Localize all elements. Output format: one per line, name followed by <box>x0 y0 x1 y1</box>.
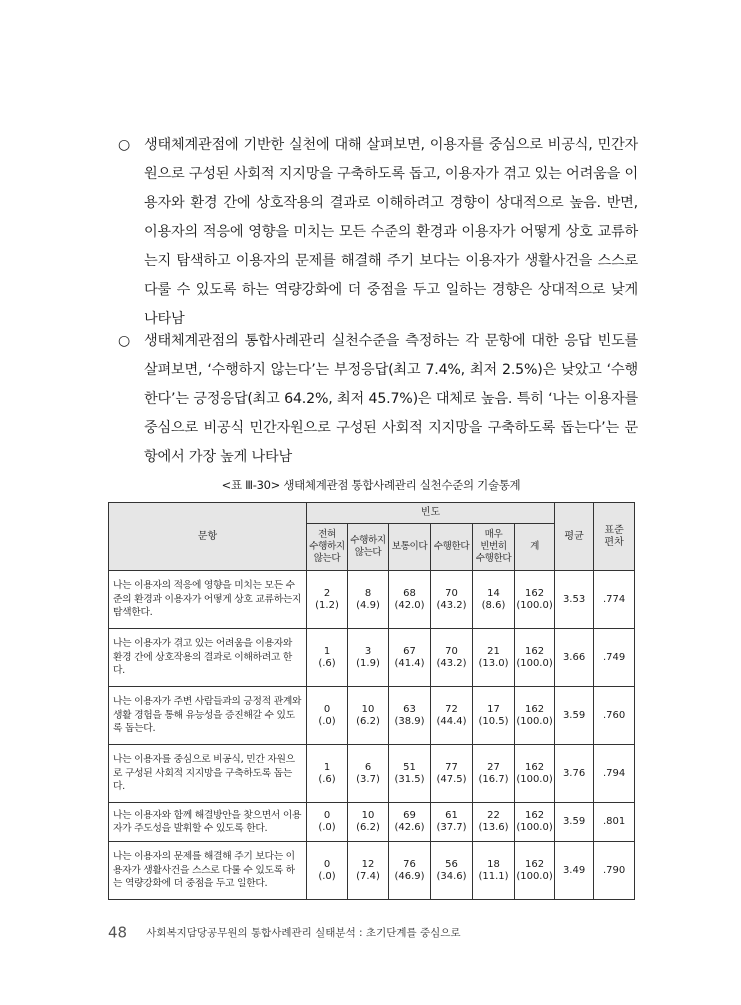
freq-count: 12 <box>361 858 375 870</box>
freq-percent: (1.2) <box>315 599 339 611</box>
freq-cell <box>307 745 348 803</box>
header-freq-col-1-line: 전혀 <box>318 529 336 540</box>
mean-cell: 3.66 <box>555 629 594 687</box>
freq-percent: (6.2) <box>356 715 380 727</box>
freq-cell <box>431 745 473 803</box>
freq-cell <box>515 803 555 842</box>
freq-count: 3 <box>364 645 372 657</box>
freq-cell <box>431 571 473 629</box>
sd-cell: .774 <box>594 571 635 629</box>
paragraph-1-text: 생태체계관점에 기반한 실천에 대해 살펴보면, 이용자를 중심으로 비공식, 민간자원으로 구성된 사회적 지지망을 구축하도록 돕고, 이용자가 겪고 있는 어려움을 이용자와 환경 간에 상호작용의 결과로 이해하려고 경향이 상대적으로 높음. 반면, 이용자의 적응에 영향을 미치는 모든 수준의 환경과 이용자가 어떻게 상호 교류하는지 탐색하고 이용자의 문제를 해결해 주기 보다는 이용자가 생활사건을 스스로 다룰 수 있도록 하는 역량강화에 더 중점을 두고 일하는 경향은 상대적으로 낮게 나타남 <box>144 137 638 327</box>
freq-cell <box>389 842 431 900</box>
freq-percent: (.0) <box>318 870 336 882</box>
freq-percent: (8.6) <box>481 599 506 611</box>
freq-percent: (1.9) <box>356 657 380 669</box>
freq-cell <box>389 629 431 687</box>
sd-cell: .790 <box>594 842 635 900</box>
freq-cell <box>348 842 389 900</box>
freq-cell <box>307 803 348 842</box>
freq-percent: (42.6) <box>394 822 425 833</box>
header-freq-col-1-line: 수행하지 <box>309 541 345 552</box>
mean-cell: 3.53 <box>555 571 594 629</box>
freq-percent: (6.2) <box>356 822 380 833</box>
freq-percent: (.6) <box>318 773 336 785</box>
header-freq-col-3 <box>389 524 431 571</box>
freq-percent: (7.4) <box>356 870 380 882</box>
freq-percent: (47.5) <box>436 773 467 785</box>
header-freq-col-6 <box>515 524 555 571</box>
table-row <box>109 571 635 629</box>
freq-percent: (11.1) <box>478 870 509 882</box>
freq-percent: (.0) <box>318 822 336 833</box>
freq-percent: (10.5) <box>478 715 509 727</box>
freq-percent: (16.7) <box>478 773 509 785</box>
freq-cell <box>473 745 515 803</box>
freq-percent: (13.0) <box>478 657 509 669</box>
table-row <box>109 629 635 687</box>
item-text: 나는 이용자를 중심으로 비공식, 민간 자원으로 구성된 사회적 지지망을 구축하도록 돕는다. <box>109 745 307 803</box>
header-sd: 표준편차 <box>594 503 635 571</box>
mean-cell: 3.49 <box>555 842 594 900</box>
table-row <box>109 803 635 842</box>
stats-table <box>108 502 635 900</box>
freq-percent: (100.0) <box>516 599 553 611</box>
header-freq-col-5 <box>473 524 515 571</box>
freq-count: 14 <box>487 587 500 599</box>
freq-count: 0 <box>323 703 331 715</box>
header-mean: 평균 <box>555 503 594 571</box>
mean-cell: 3.59 <box>555 803 594 842</box>
freq-count: 17 <box>487 703 500 715</box>
freq-count: 61 <box>445 810 458 821</box>
bullet-circle-2: ○ <box>118 333 131 349</box>
header-frequency: 빈도 <box>307 503 555 524</box>
table-row <box>109 842 635 900</box>
header-freq-col-5-line: 빈번히 <box>480 541 507 552</box>
freq-percent: (100.0) <box>516 870 553 882</box>
freq-cell <box>473 842 515 900</box>
mean-cell: 3.76 <box>555 745 594 803</box>
freq-cell <box>307 571 348 629</box>
sd-cell: .801 <box>594 803 635 842</box>
freq-count: 68 <box>403 587 416 599</box>
freq-cell <box>473 571 515 629</box>
freq-count: 162 <box>524 810 545 821</box>
freq-cell <box>473 687 515 745</box>
freq-count: 22 <box>487 810 500 821</box>
freq-count: 6 <box>364 761 372 773</box>
header-freq-col-2 <box>348 524 389 571</box>
freq-percent: (34.6) <box>436 870 467 882</box>
freq-percent: (42.0) <box>394 599 425 611</box>
freq-cell <box>348 745 389 803</box>
freq-cell <box>307 687 348 745</box>
header-freq-col-5-line: 매우 <box>484 529 503 540</box>
freq-cell <box>431 687 473 745</box>
freq-percent: (37.7) <box>436 822 467 833</box>
freq-percent: (.0) <box>318 715 336 727</box>
freq-cell <box>515 842 555 900</box>
freq-percent: (38.9) <box>394 715 425 727</box>
freq-percent: (41.4) <box>394 657 425 669</box>
sd-cell: .794 <box>594 745 635 803</box>
freq-count: 21 <box>487 645 500 657</box>
freq-count: 1 <box>323 645 331 657</box>
header-freq-col-1 <box>307 524 348 571</box>
freq-count: 10 <box>361 703 375 715</box>
freq-percent: (100.0) <box>516 657 553 669</box>
freq-cell <box>515 745 555 803</box>
item-text: 나는 이용자가 겪고 있는 어려움을 이용자와 환경 간에 상호작용의 결과로 이해하려고 한다. <box>109 629 307 687</box>
freq-cell <box>389 745 431 803</box>
freq-percent: (4.9) <box>356 599 380 611</box>
freq-cell <box>389 687 431 745</box>
freq-count: 27 <box>487 761 500 773</box>
header-freq-col-2-line: 수행하지 <box>350 535 386 546</box>
freq-cell <box>348 571 389 629</box>
freq-count: 70 <box>445 587 458 599</box>
freq-percent: (13.6) <box>478 822 509 833</box>
sd-cell: .749 <box>594 629 635 687</box>
table-caption: <표 Ⅲ-30> 생태체계관점 통합사례관리 실천수준의 기술통계 <box>221 478 521 492</box>
freq-cell <box>515 687 555 745</box>
freq-cell <box>515 629 555 687</box>
item-text: 나는 이용자와 함께 해결방안을 찾으면서 이용자가 주도성을 발휘할 수 있도록 한다. <box>109 803 307 842</box>
freq-cell <box>431 803 473 842</box>
item-text: 나는 이용자가 주변 사람들과의 긍정적 관계와 생활 경험을 통해 유능성을 증진해갈 수 있도록 돕는다. <box>109 687 307 745</box>
freq-count: 67 <box>403 645 416 657</box>
freq-percent: (43.2) <box>436 657 467 669</box>
freq-cell <box>307 842 348 900</box>
header-freq-col-4 <box>431 524 473 571</box>
freq-count: 69 <box>403 810 416 821</box>
table-row <box>109 687 635 745</box>
freq-percent: (100.0) <box>516 822 553 833</box>
freq-percent: (100.0) <box>516 715 553 727</box>
freq-count: 0 <box>323 810 331 821</box>
freq-count: 72 <box>445 703 458 715</box>
freq-cell <box>389 571 431 629</box>
freq-count: 76 <box>403 858 416 870</box>
freq-count: 77 <box>445 761 458 773</box>
freq-count: 8 <box>364 587 372 599</box>
header-item: 문항 <box>109 503 307 571</box>
header-freq-col-6-line: 계 <box>530 541 539 552</box>
freq-cell <box>348 803 389 842</box>
paragraph-2-text: 생태체계관점의 통합사례관리 실천수준을 측정하는 각 문항에 대한 응답 빈도를 살펴보면, ‘수행하지 않는다’는 부정응답(최고 7.4%, 최저 2.5%)은 낮았고 ‘수행한다’는 긍정응답(최고 64.2%, 최저 45.7%)은 대체로 높음. 특히 ‘나는 이용자를 중심으로 비공식 민간자원으로 구성된 사회적 지지망을 구축하도록 돕는다’는 문항에서 가장 높게 나타남 <box>144 333 638 465</box>
item-text: 나는 이용자의 문제를 해결해 주기 보다는 이용자가 생활사건을 스스로 다룰 수 있도록 하는 역량강화에 더 중점을 두고 일한다. <box>109 842 307 900</box>
freq-count: 18 <box>487 858 500 870</box>
freq-cell <box>473 629 515 687</box>
freq-count: 162 <box>524 645 545 657</box>
mean-cell: 3.59 <box>555 687 594 745</box>
header-freq-col-5-line: 수행한다 <box>475 553 512 564</box>
page-footer <box>108 922 461 942</box>
table-row <box>109 745 635 803</box>
freq-count: 162 <box>524 761 545 773</box>
freq-cell <box>431 629 473 687</box>
freq-count: 70 <box>445 645 458 657</box>
freq-count: 162 <box>524 703 545 715</box>
freq-percent: (44.4) <box>436 715 467 727</box>
freq-percent: (3.7) <box>356 773 380 785</box>
freq-count: 2 <box>323 587 331 599</box>
paragraph-1 <box>118 131 638 334</box>
freq-count: 162 <box>524 587 545 599</box>
running-title: 사회복지담당공무원의 통합사례관리 실태분석 : 초기단계를 중심으로 <box>146 927 461 939</box>
freq-cell <box>307 629 348 687</box>
freq-percent: (43.2) <box>436 599 467 611</box>
freq-percent: (46.9) <box>394 870 425 882</box>
header-freq-col-2-line: 않는다 <box>354 547 382 558</box>
freq-count: 1 <box>323 761 331 773</box>
freq-cell <box>473 803 515 842</box>
freq-cell <box>348 629 389 687</box>
header-freq-col-3-line: 보통이다 <box>391 541 428 552</box>
sd-cell: .760 <box>594 687 635 745</box>
freq-count: 10 <box>361 810 375 821</box>
freq-cell <box>515 571 555 629</box>
page-number: 48 <box>108 923 128 942</box>
freq-cell <box>431 842 473 900</box>
freq-count: 56 <box>445 858 458 870</box>
freq-count: 0 <box>323 858 331 870</box>
freq-count: 63 <box>403 703 416 715</box>
freq-count: 51 <box>403 761 416 773</box>
freq-percent: (31.5) <box>394 773 425 785</box>
freq-cell <box>389 803 431 842</box>
freq-percent: (100.0) <box>516 773 553 785</box>
item-text: 나는 이용자의 적응에 영향을 미치는 모든 수준의 환경과 이용자가 어떻게 상호 교류하는지 탐색한다. <box>109 571 307 629</box>
freq-percent: (.6) <box>318 657 336 669</box>
header-freq-col-4-line: 수행한다 <box>433 541 470 552</box>
paragraph-2 <box>118 327 638 472</box>
freq-cell <box>348 687 389 745</box>
freq-count: 162 <box>524 858 545 870</box>
header-freq-col-1-line: 않는다 <box>313 553 341 564</box>
bullet-circle-1: ○ <box>118 137 131 153</box>
